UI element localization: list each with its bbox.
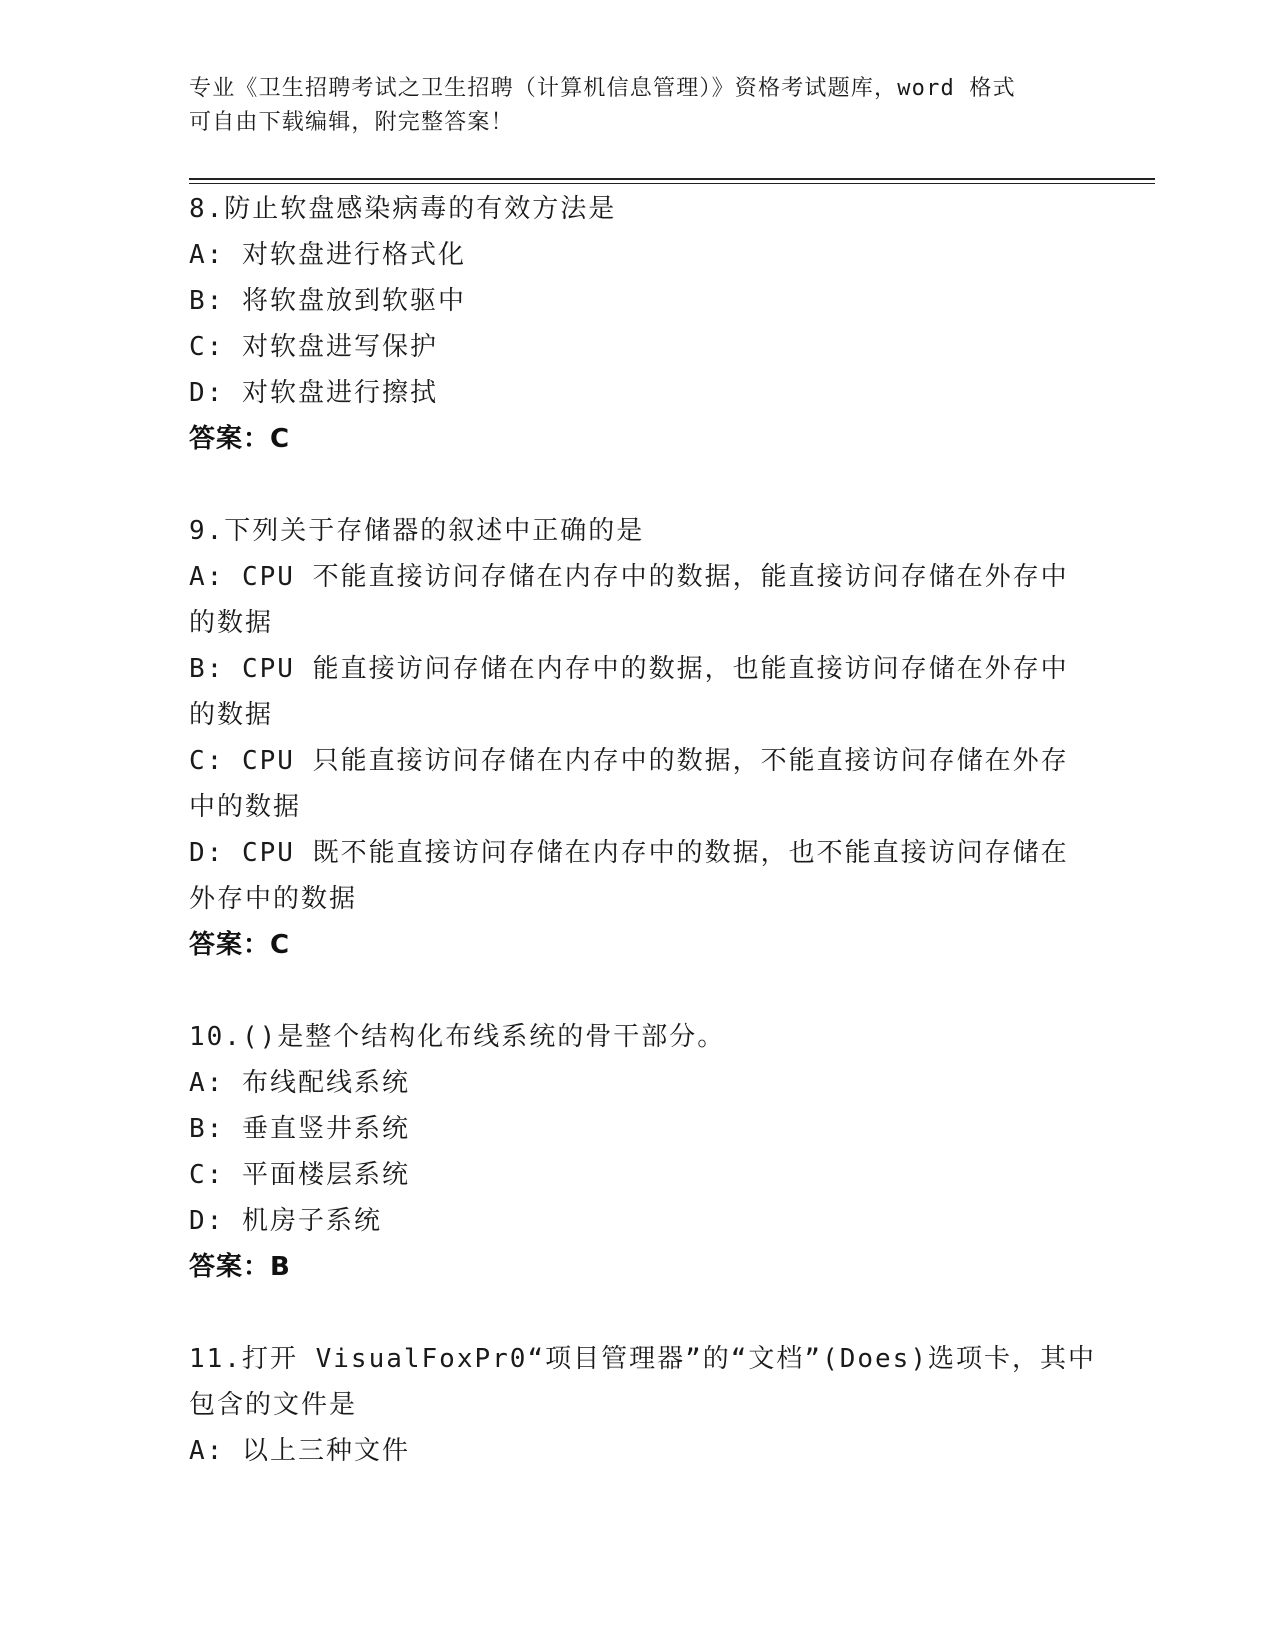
question-stem-line: 10.()是整个结构化布线系统的骨干部分。 [189, 1022, 726, 1052]
question-stem-line: 8.防止软盘感染病毒的有效方法是 [189, 194, 617, 224]
option-line: D: 机房子系统 [189, 1206, 382, 1236]
question-stem-line: 包含的文件是 [189, 1390, 358, 1420]
option-line: 的数据 [189, 608, 274, 638]
option-line: C: 对软盘进写保护 [189, 332, 438, 362]
question-list [189, 186, 1096, 1474]
answer-line: 答案：C [189, 424, 291, 454]
question-stem-line: 11.打开 VisualFoxPr0“项目管理器”的“文档”(Does)选项卡，其中 [189, 1344, 1096, 1374]
document-header [189, 72, 1069, 140]
option-line: A: 以上三种文件 [189, 1436, 410, 1466]
answer-line: 答案：B [189, 1252, 291, 1282]
option-line: A: 对软盘进行格式化 [189, 240, 466, 270]
header-divider-thick [189, 178, 1155, 180]
header-divider-thin [189, 183, 1155, 184]
option-line: 外存中的数据 [189, 884, 358, 914]
question-block [189, 1336, 1096, 1474]
question-spacer [189, 1290, 1089, 1336]
option-line: 的数据 [189, 700, 274, 730]
question-block [189, 508, 1089, 968]
question-stem-line: 9.下列关于存储器的叙述中正确的是 [189, 516, 645, 546]
option-line: C: CPU 只能直接访问存储在内存中的数据，不能直接访问存储在外存 [189, 746, 1069, 776]
header-line-2: 可自由下载编辑，附完整答案！ [189, 110, 514, 135]
option-line: B: 将软盘放到软驱中 [189, 286, 466, 316]
option-line: C: 平面楼层系统 [189, 1160, 410, 1190]
option-line: A: 布线配线系统 [189, 1068, 410, 1098]
header-line-1: 专业《卫生招聘考试之卫生招聘（计算机信息管理）》资格考试题库，word 格式 [189, 76, 1016, 101]
option-line: B: 垂直竖井系统 [189, 1114, 410, 1144]
option-line: A: CPU 不能直接访问存储在内存中的数据，能直接访问存储在外存中 [189, 562, 1069, 592]
question-block [189, 1014, 1089, 1290]
question-spacer [189, 462, 1089, 508]
option-line: 中的数据 [189, 792, 302, 822]
answer-line: 答案：C [189, 930, 291, 960]
option-line: D: 对软盘进行擦拭 [189, 378, 438, 408]
option-line: D: CPU 既不能直接访问存储在内存中的数据，也不能直接访问存储在 [189, 838, 1069, 868]
question-spacer [189, 968, 1089, 1014]
option-line: B: CPU 能直接访问存储在内存中的数据，也能直接访问存储在外存中 [189, 654, 1069, 684]
question-block [189, 186, 1089, 462]
